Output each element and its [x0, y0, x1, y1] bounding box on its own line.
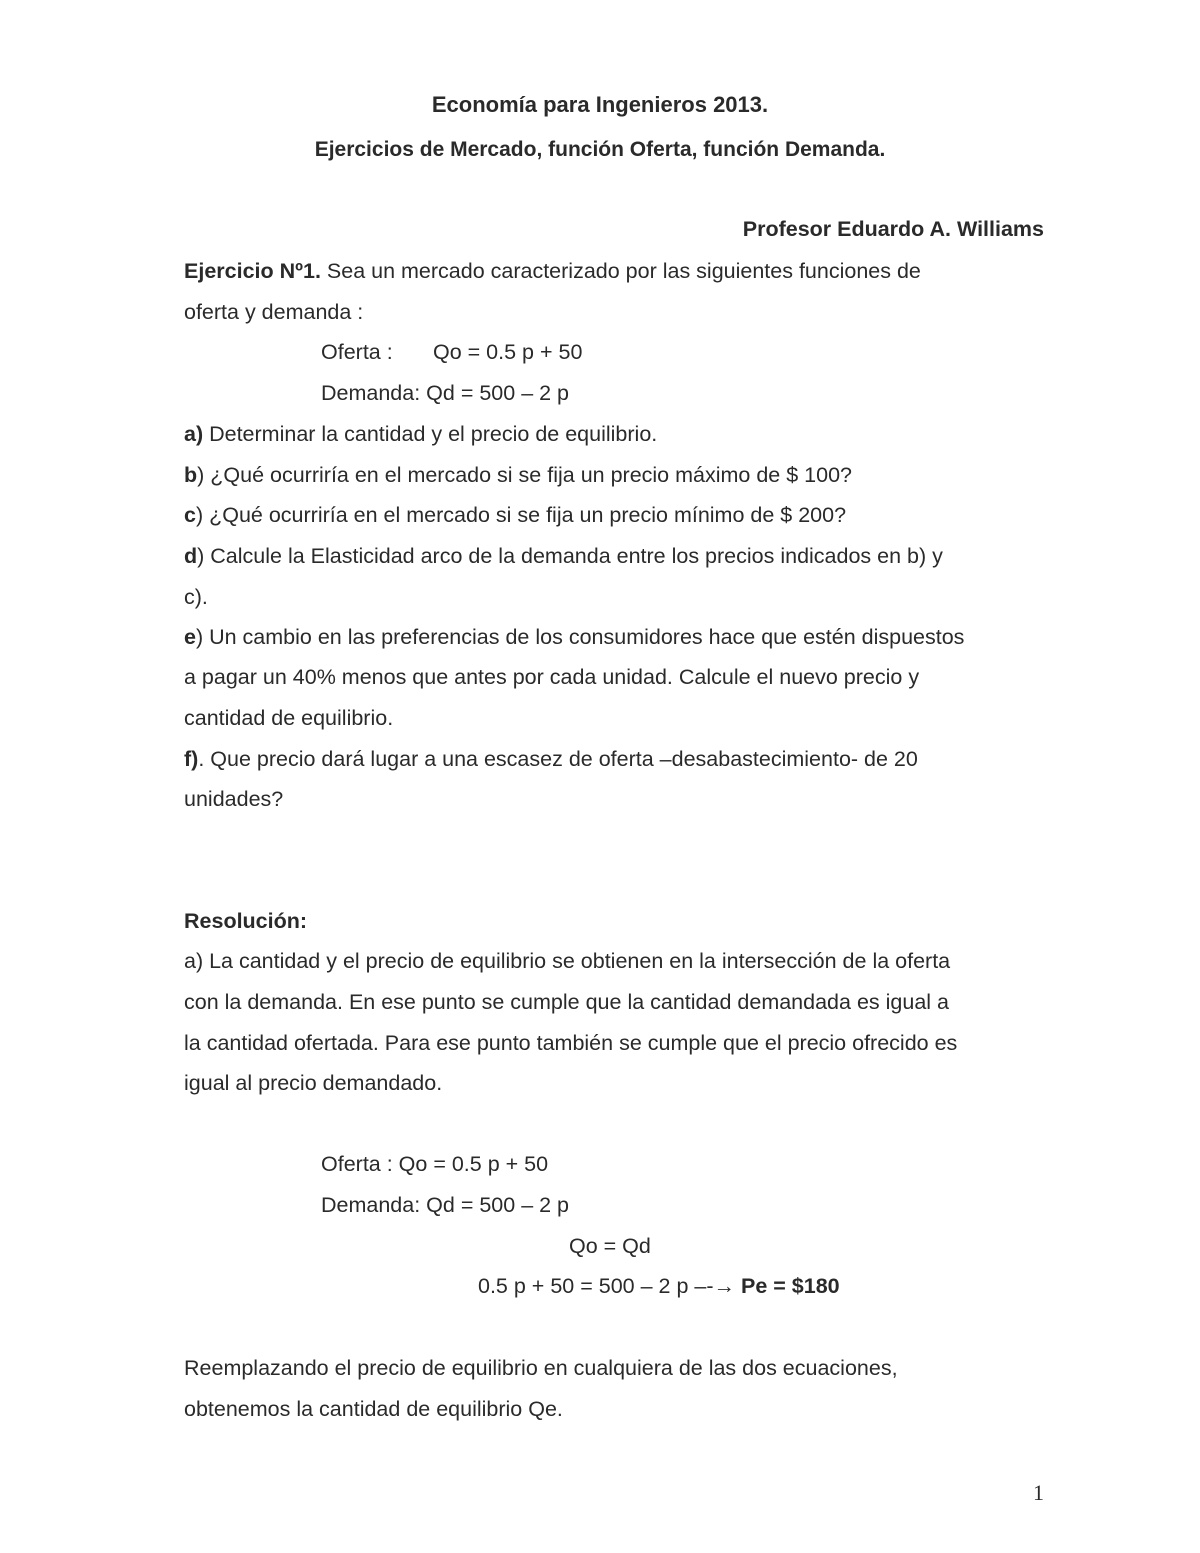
question-a-text: Determinar la cantidad y el precio de equilibrio.	[203, 422, 658, 446]
exercise-intro-text: Sea un mercado caracterizado por las siguientes funciones de	[320, 259, 921, 283]
equilibrium-solution	[478, 1273, 840, 1299]
question-d-line-1	[184, 543, 943, 569]
resolution-paragraph-line-3: la cantidad ofertada. Para ese punto también se cumple que el precio ofrecido es	[184, 1031, 958, 1055]
question-e-line-3: cantidad de equilibrio.	[184, 706, 394, 730]
question-b-label: b	[184, 463, 198, 487]
resolution-closing-line-2: obtenemos la cantidad de equilibrio Qe.	[184, 1397, 563, 1421]
exercise-intro-line-1	[184, 258, 921, 284]
question-c-label: c	[184, 503, 196, 527]
oferta-equation-label: Oferta :	[321, 340, 393, 364]
exercise-intro-line-2: oferta y demanda :	[184, 300, 364, 324]
equilibrium-equation: 0.5 p + 50 = 500 – 2 p –-	[478, 1274, 714, 1298]
question-a	[184, 421, 657, 447]
question-a-label: a)	[184, 422, 204, 446]
equilibrium-price-result: Pe = $180	[735, 1274, 840, 1298]
page-number: 1	[1033, 1480, 1044, 1505]
resolution-closing-line-1: Reemplazando el precio de equilibrio en cualquiera de las dos ecuaciones,	[184, 1356, 898, 1380]
demanda-equation: Demanda: Qd = 500 – 2 p	[321, 381, 570, 405]
question-f-line-1	[184, 746, 918, 772]
question-f-text: . Que precio dará lugar a una escasez de oferta –desabastecimiento- de 20	[198, 747, 918, 771]
question-b	[184, 462, 852, 488]
resolution-heading: Resolución:	[184, 909, 308, 933]
question-c	[184, 502, 846, 528]
question-e-label: e	[184, 625, 196, 649]
exercise-label: Ejercicio Nº1.	[184, 259, 321, 283]
question-b-text: ) ¿Qué ocurriría en el mercado si se fija un precio máximo de $ 100?	[197, 463, 852, 487]
question-e-text: ) Un cambio en las preferencias de los consumidores hace que estén dispuestos	[195, 625, 965, 649]
resolution-paragraph-line-4: igual al precio demandado.	[184, 1071, 443, 1095]
question-e-line-1	[184, 624, 964, 650]
question-f-line-2: unidades?	[184, 787, 284, 811]
resolution-paragraph-line-2: con la demanda. En ese punto se cumple que la cantidad demandada es igual a	[184, 990, 949, 1014]
resolution-demanda-equation: Demanda: Qd = 500 – 2 p	[321, 1193, 570, 1217]
author-line: Profesor Eduardo A. Williams	[742, 217, 1044, 241]
oferta-equation-expr: Qo = 0.5 p + 50	[433, 340, 583, 364]
question-d-text: ) Calcule la Elasticidad arco de la demanda entre los precios indicados en b) y	[197, 544, 943, 568]
question-d-line-2: c).	[184, 585, 208, 609]
document-subtitle: Ejercicios de Mercado, función Oferta, función Demanda.	[314, 138, 886, 161]
equilibrium-condition: Qo = Qd	[569, 1234, 651, 1258]
document-title: Economía para Ingenieros 2013.	[431, 92, 769, 117]
resolution-paragraph-line-1: a) La cantidad y el precio de equilibrio se obtienen en la intersección de la oferta	[184, 949, 951, 973]
arrow-right-icon: →	[713, 1274, 735, 1298]
resolution-oferta-equation: Oferta : Qo = 0.5 p + 50	[321, 1152, 549, 1176]
question-f-label: f)	[184, 747, 199, 771]
question-d-label: d	[184, 544, 198, 568]
question-c-text: ) ¿Qué ocurriría en el mercado si se fija un precio mínimo de $ 200?	[195, 503, 847, 527]
question-e-line-2: a pagar un 40% menos que antes por cada unidad. Calcule el nuevo precio y	[184, 665, 920, 689]
